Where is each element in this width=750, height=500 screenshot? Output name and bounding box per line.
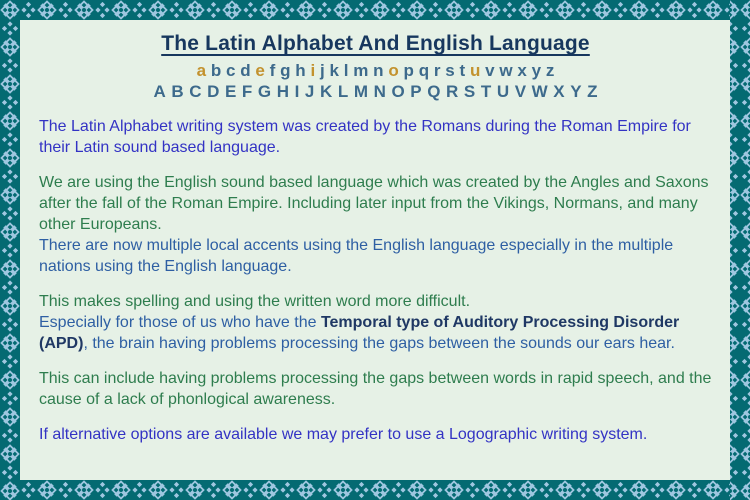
alphabet-letter: T bbox=[480, 82, 492, 101]
alphabet-uppercase-row bbox=[39, 81, 712, 102]
alphabet-letter: a bbox=[196, 61, 207, 80]
paragraph bbox=[39, 116, 713, 158]
alphabet-letter: X bbox=[553, 82, 565, 101]
alphabet-letter: n bbox=[373, 61, 384, 80]
alphabet-letter: x bbox=[517, 61, 527, 80]
alphabet-letter: D bbox=[207, 82, 220, 101]
alphabet-letter: g bbox=[280, 61, 291, 80]
alphabet-letter: k bbox=[329, 61, 339, 80]
alphabet-letter: m bbox=[353, 61, 369, 80]
alphabet-letter: z bbox=[545, 61, 555, 80]
paragraph bbox=[39, 291, 713, 312]
alphabet-letter: F bbox=[241, 82, 253, 101]
alphabet-letter: c bbox=[226, 61, 236, 80]
alphabet-letter: N bbox=[373, 82, 386, 101]
alphabet-letter: h bbox=[295, 61, 306, 80]
alphabet-letter: p bbox=[403, 61, 414, 80]
border-bottom bbox=[0, 480, 750, 500]
text-segment: This makes spelling and using the written word more difficult. bbox=[39, 293, 471, 310]
alphabet-letter: Z bbox=[587, 82, 598, 101]
alphabet-letter: G bbox=[257, 82, 272, 101]
border-top bbox=[0, 0, 750, 20]
alphabet-letter: H bbox=[276, 82, 289, 101]
alphabet-letter: s bbox=[445, 61, 455, 80]
alphabet-letter: O bbox=[391, 82, 405, 101]
text-segment: There are now multiple local accents using the English language especially in the multiple nations using the English language. bbox=[39, 237, 674, 275]
text-segment: We are using the English sound based language which was created by the Angles and Saxons after the fall of the Roman Empire. Including later input from the Vikings, Normans, and many other Europeans. bbox=[39, 174, 709, 233]
paragraph-spacer bbox=[39, 354, 712, 368]
paragraph bbox=[39, 424, 713, 445]
paragraph bbox=[39, 172, 713, 235]
alphabet-letter: E bbox=[224, 82, 237, 101]
alphabet-letter: i bbox=[310, 61, 316, 80]
text-segment: Especially for those of us who have the bbox=[39, 314, 321, 331]
alphabet-letter: Q bbox=[427, 82, 441, 101]
alphabet-letter: f bbox=[269, 61, 276, 80]
paragraph-spacer bbox=[39, 277, 712, 291]
alphabet-letter: I bbox=[294, 82, 300, 101]
alphabet-letter: u bbox=[469, 61, 481, 80]
border-right bbox=[730, 0, 750, 500]
alphabet-letter: t bbox=[459, 61, 466, 80]
alphabet-letter: M bbox=[353, 82, 368, 101]
alphabet-letter: U bbox=[496, 82, 510, 101]
alphabet-lowercase-row bbox=[39, 60, 712, 81]
alphabet-letter: o bbox=[388, 61, 399, 80]
alphabet-letter: L bbox=[337, 82, 349, 101]
border-left bbox=[0, 0, 20, 500]
alphabet-letter: A bbox=[153, 82, 166, 101]
alphabet-letter: j bbox=[319, 61, 325, 80]
page-title: The Latin Alphabet And English Language bbox=[161, 32, 590, 55]
paragraph-spacer bbox=[39, 158, 712, 172]
alphabet-letter: r bbox=[433, 61, 441, 80]
alphabet-letter: B bbox=[171, 82, 184, 101]
alphabet-letter: Y bbox=[570, 82, 582, 101]
alphabet-letter: K bbox=[319, 82, 333, 101]
text-segment: If alternative options are available we may prefer to use a Logographic writing system. bbox=[39, 426, 648, 443]
alphabet-letter: J bbox=[304, 82, 315, 101]
alphabet-letter: w bbox=[499, 61, 513, 80]
content-panel bbox=[20, 20, 730, 480]
text-segment: This can include having problems processing the gaps between words in rapid speech, and the cause of a lack of phonlogical awareness. bbox=[39, 370, 712, 408]
alphabet-letter: P bbox=[410, 82, 422, 101]
alphabet-letter: R bbox=[446, 82, 459, 101]
paragraph bbox=[39, 368, 713, 410]
alphabet-letter: l bbox=[343, 61, 349, 80]
alphabet-letter: W bbox=[531, 82, 548, 101]
alphabet-letter: v bbox=[485, 61, 495, 80]
paragraphs bbox=[39, 116, 712, 445]
alphabet-letter: q bbox=[418, 61, 430, 80]
paragraph bbox=[39, 235, 713, 277]
alphabet-letter: S bbox=[463, 82, 476, 101]
paragraph-spacer bbox=[39, 410, 712, 424]
paragraph bbox=[39, 312, 713, 354]
alphabet-letter: y bbox=[531, 61, 542, 80]
highlighted-term: Temporal type of Auditory Processing Disorder (APD) bbox=[39, 314, 680, 352]
text-segment: The Latin Alphabet writing system was created by the Romans during the Roman Empire for their Latin sound based language. bbox=[39, 118, 691, 156]
alphabet-letter: V bbox=[514, 82, 527, 101]
alphabet-letter: C bbox=[189, 82, 202, 101]
alphabet-letter: b bbox=[210, 61, 222, 80]
text-segment: , the brain having problems processing the gaps between the sounds our ears hear. bbox=[83, 335, 675, 352]
alphabet-letter: e bbox=[255, 61, 265, 80]
alphabet-letter: d bbox=[240, 61, 251, 80]
